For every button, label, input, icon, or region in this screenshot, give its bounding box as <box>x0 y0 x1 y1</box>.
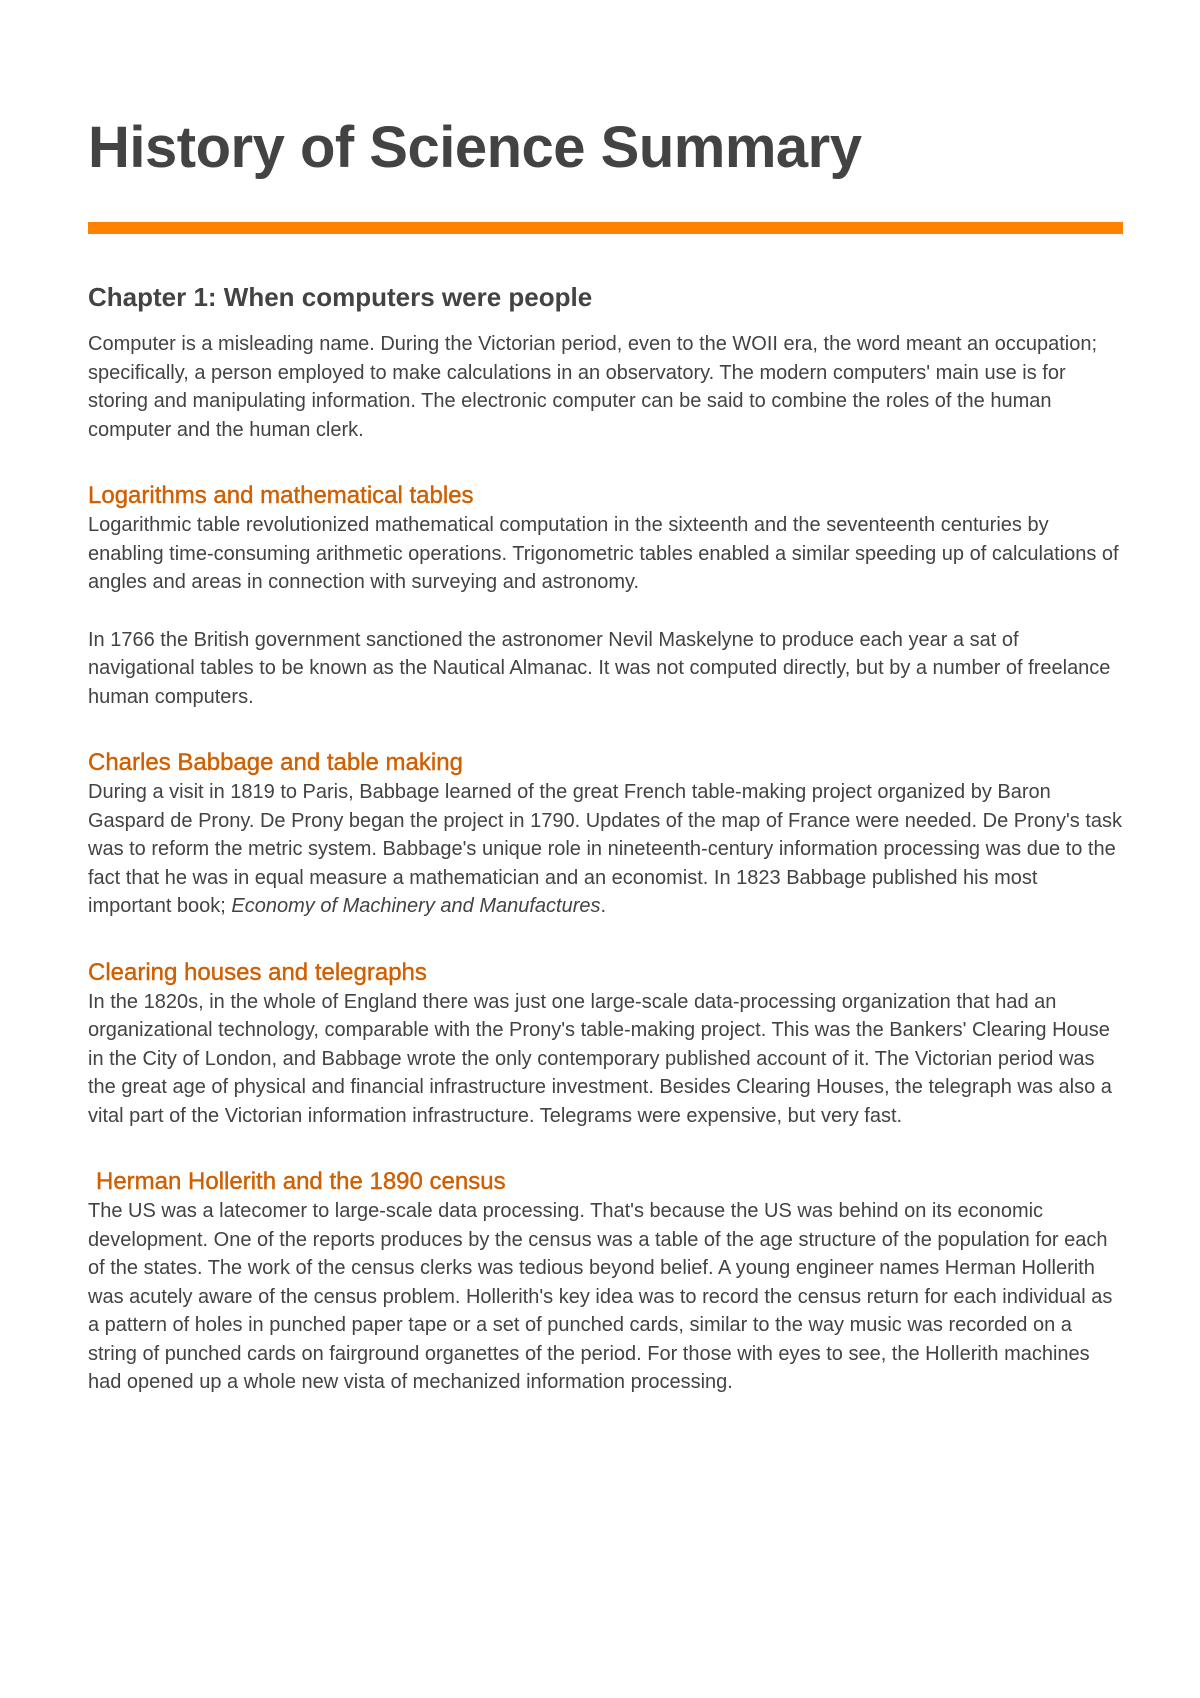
section-heading: Clearing houses and telegraphs <box>88 958 427 986</box>
section-heading: Logarithms and mathematical tables <box>88 482 474 509</box>
section-paragraph: The US was a latecomer to large-scale data processing. That's because the US was behind on its economic development. One of the reports produces by the census was a table of the age structure of the population for each of the states. The work of the census clerks was tedious beyond belief. A young engineer names Herman Hollerith was acutely aware of the census problem. Hollerith's key idea was to record the census return for each individual as a pattern of holes in punched paper tape or a set of punched cards, similar to the way music was recorded on a string of punched cards on fairground organettes of the period. For those with eyes to see, the Hollerith machines had opened up a whole new vista of mechanized information processing. <box>88 1200 1113 1393</box>
paragraph-text: During a visit in 1819 to Paris, Babbage learned of the great French table-making project organized by Baron Gaspard de Prony. De Prony began the project in 1790. Updates of the map of France were needed. De Prony's task was to reform the metric system. Babbage's unique role in nineteenth-century information processing was due to the fact that he was in equal measure a mathematician and an economist. In 1823 Babbage published his most important book; <box>88 781 1123 917</box>
section-heading: Charles Babbage and table making <box>88 749 463 776</box>
chapter-heading: Chapter 1: When computers were people <box>88 282 593 312</box>
paragraph-end: . <box>600 895 607 917</box>
section-logarithms <box>88 481 1123 711</box>
document-page <box>88 0 1123 1397</box>
title-divider <box>88 222 1123 234</box>
section-hollerith <box>88 1167 1123 1397</box>
book-title: Economy of Machinery and Manufactures <box>231 895 601 917</box>
section-babbage <box>88 748 1123 921</box>
document-title: History of Science Summary <box>88 115 862 180</box>
section-paragraph: In the 1820s, in the whole of England there was just one large-scale data-processing organization that had an organizational technology, comparable with the Prony's table-making project. This was the Bankers' Clearing House in the City of London, and Babbage wrote the only contemporary published account of it. The Victorian period was the great age of physical and financial infrastructure investment. Besides Clearing Houses, the telegraph was also a vital part of the Victorian information infrastructure. Telegrams were expensive, but very fast. <box>88 990 1112 1127</box>
section-paragraph: Logarithmic table revolutionized mathematical computation in the sixteenth and the seventeenth centuries by enabling time-consuming arithmetic operations. Trigonometric tables enabled a similar speeding up of calculations of angles and areas in connection with surveying and astronomy. <box>88 514 1119 593</box>
intro-paragraph: Computer is a misleading name. During the Victorian period, even to the WOII era, the word meant an occupation; specifically, a person employed to make calculations in an observatory. The modern computers' main use is for storing and manipulating information. The electronic computer can be said to combine the roles of the human computer and the human clerk. <box>88 333 1098 441</box>
section-paragraph: In 1766 the British government sanctioned the astronomer Nevil Maskelyne to produce each year a sat of navigational tables to be known as the Nautical Almanac. It was not computed directly, but by a number of freelance human computers. <box>88 628 1111 708</box>
section-paragraph <box>88 778 1123 921</box>
section-clearing-houses <box>88 958 1123 1131</box>
section-heading: Herman Hollerith and the 1890 census <box>96 1168 506 1195</box>
